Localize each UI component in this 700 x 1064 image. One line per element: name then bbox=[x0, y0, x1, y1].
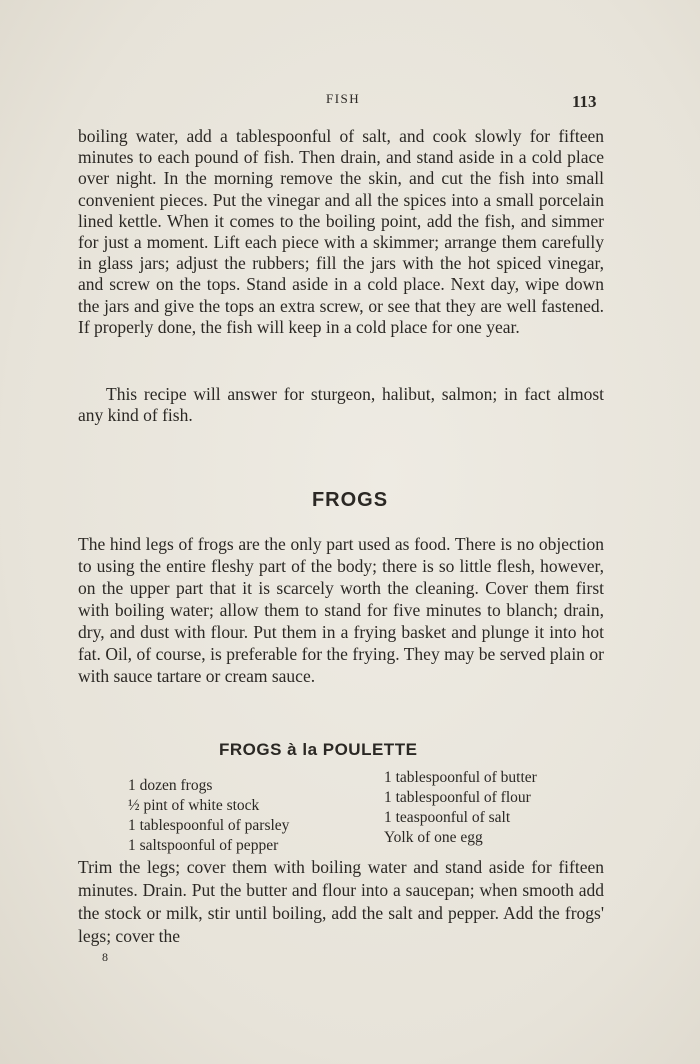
ingredients-list bbox=[114, 768, 604, 856]
continued-recipe-text bbox=[78, 126, 604, 338]
ingredient-item: 1 tablespoonful of butter bbox=[384, 769, 537, 786]
paragraph: boiling water, add a tablespoonful of salt, and cook slowly for fifteen minutes to each pound of fish. Then drain, and stand aside in a cold place over night. In the morning remove the skin, and cut the fish into small convenient pieces. Put the vinegar and all the spices into a small porcelain lined kettle. When it comes to the boiling point, add the fish, and simmer for just a moment. Lift each piece with a skimmer; arrange them carefully in glass jars; adjust the rubbers; fill the jars with the hot spiced vinegar, and screw on the tops. Stand aside in a cold place. Next day, wipe down the jars and give the tops an extra screw, or see that they are well fastened. If properly done, the fish will keep in a cold place for one year. bbox=[78, 126, 604, 337]
ingredient-item: 1 tablespoonful of parsley bbox=[128, 817, 290, 834]
paragraph: The hind legs of frogs are the only part used as food. There is no objection to using the entire fleshy part of the body; there is so little flesh, however, on the upper part that it is scarcely worth the cleaning. Cover them first with boiling water; allow them to stand for five minutes to blanch; drain, dry, and dust with flour. Put them in a frying basket and plunge it into hot fat. Oil, of course, is preferable for the frying. They may be served plain or with sauce tartare or cream sauce. bbox=[78, 534, 604, 686]
ingredients-column-right bbox=[384, 768, 604, 856]
recipe-note bbox=[78, 384, 604, 426]
paragraph: This recipe will answer for sturgeon, halibut, salmon; in fact almost any kind of fish. bbox=[78, 384, 604, 426]
ingredient-item: ½ pint of white stock bbox=[128, 797, 260, 814]
ingredient-item: 1 teaspoonful of salt bbox=[384, 809, 511, 826]
ingredient-item: Yolk of one egg bbox=[384, 829, 483, 846]
recipe-method-text bbox=[78, 856, 604, 948]
paragraph: Trim the legs; cover them with boiling water and stand aside for fifteen minutes. Drain. Put the butter and flour into a saucepan; when smooth add the stock or milk, stir until boiling, add the salt and pepper. Add the frogs' legs; cover the bbox=[78, 857, 604, 946]
signature-mark: 8 bbox=[102, 950, 108, 964]
running-header: FISH bbox=[326, 91, 361, 106]
section-heading: FROGS bbox=[311, 489, 389, 511]
ingredients-column-left bbox=[114, 768, 384, 856]
ingredient-item: 1 dozen frogs bbox=[128, 777, 213, 794]
page-number: 113 bbox=[572, 92, 597, 111]
ingredient-item: 1 saltspoonful of pepper bbox=[128, 837, 279, 854]
recipe-title: FROGS à la POULETTE bbox=[219, 740, 418, 759]
ingredient-item: 1 tablespoonful of flour bbox=[384, 789, 531, 806]
frogs-intro-text bbox=[78, 533, 604, 687]
